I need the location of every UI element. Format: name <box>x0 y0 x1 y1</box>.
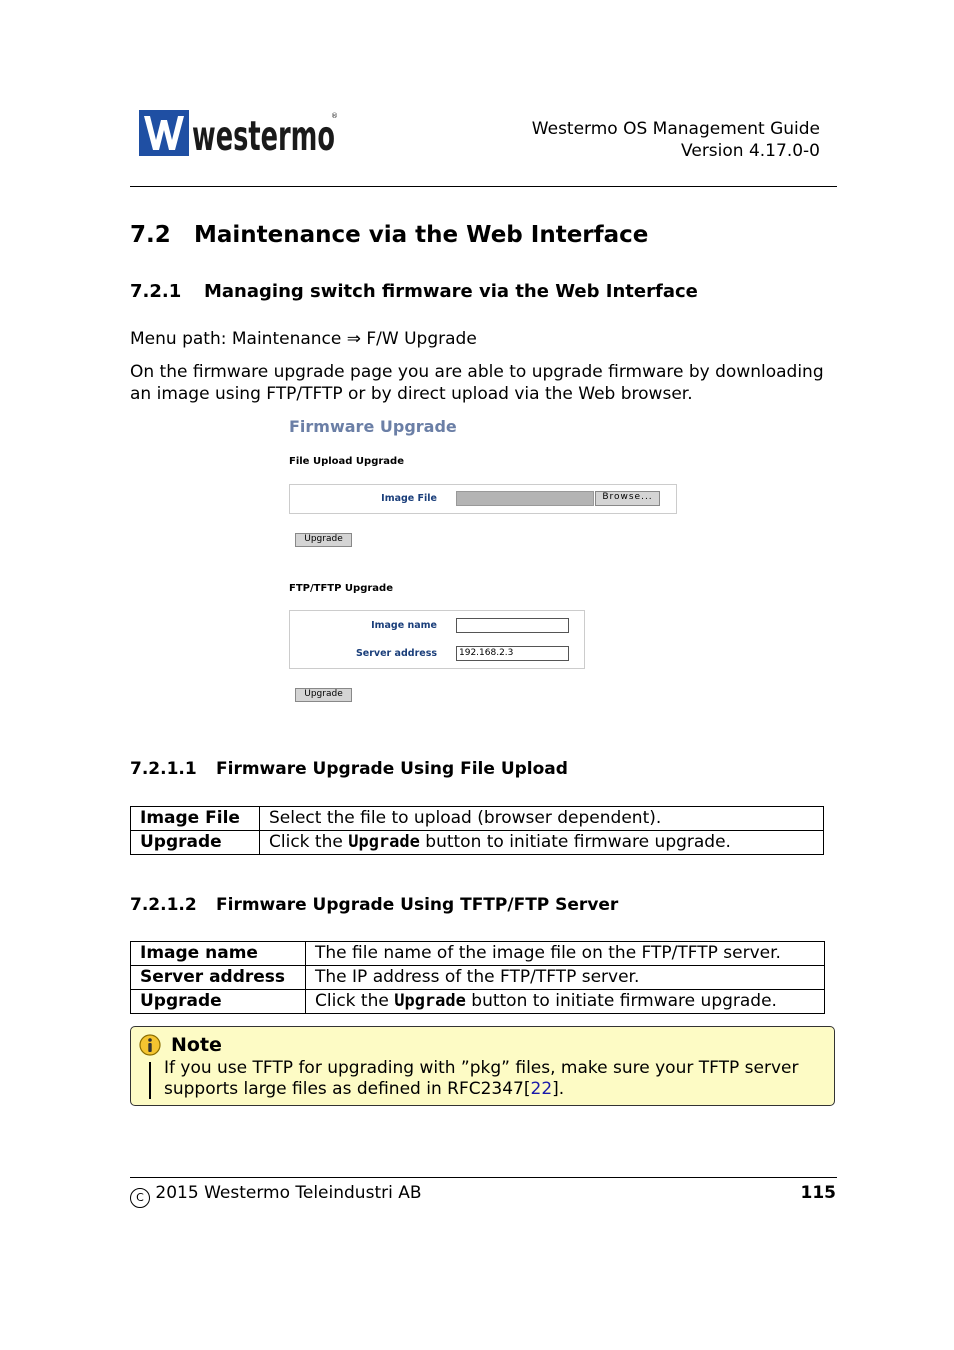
note-text <box>164 1058 832 1100</box>
subsubsection-number-1: 7.2.1.1 <box>130 759 197 779</box>
subsubsection-number-2: 7.2.1.2 <box>130 895 197 915</box>
ftp-upgrade-button[interactable]: Upgrade <box>295 688 352 702</box>
term-cell: Image File <box>131 807 260 831</box>
document-header <box>532 118 820 162</box>
section-number: 7.2 <box>130 222 171 248</box>
subsubsection-title-2: Firmware Upgrade Using TFTP/FTP Server <box>216 895 619 915</box>
note-box <box>130 1026 835 1106</box>
description-cell: The file name of the image file on the FTP/TFTP server. <box>306 942 825 966</box>
document-version: Version 4.17.0-0 <box>681 141 820 161</box>
description-cell <box>306 990 825 1014</box>
note-title: Note <box>171 1034 222 1056</box>
document-title: Westermo OS Management Guide <box>531 119 820 139</box>
table-row <box>131 831 824 855</box>
table-row <box>131 942 825 966</box>
page-number: 115 <box>800 1183 836 1203</box>
term-cell: Server address <box>131 966 306 990</box>
footer-copyright <box>130 1183 422 1208</box>
subsection-title: Managing switch firmware via the Web Interface <box>204 281 698 302</box>
desc-text: button to initiate firmware upgrade. <box>465 991 777 1011</box>
note-text-tail: ]. <box>552 1079 565 1099</box>
file-upload-panel <box>289 484 677 514</box>
server-address-label: Server address <box>355 648 437 659</box>
description-cell: The IP address of the FTP/TFTP server. <box>306 966 825 990</box>
term-cell: Upgrade <box>131 990 306 1014</box>
subsubsection-title-1: Firmware Upgrade Using File Upload <box>216 759 568 779</box>
copyright-icon: C <box>130 1188 150 1208</box>
file-upload-heading: File Upload Upgrade <box>289 456 404 467</box>
inline-code: Upgrade <box>394 991 466 1011</box>
description-cell <box>260 831 824 855</box>
image-file-label: Image File <box>381 493 437 504</box>
info-icon <box>139 1034 161 1056</box>
file-upload-upgrade-button[interactable]: Upgrade <box>295 533 352 547</box>
citation-link[interactable]: 22 <box>530 1079 553 1099</box>
subsection-heading <box>130 281 698 302</box>
table-row <box>131 990 825 1014</box>
desc-text: Click the <box>269 832 349 852</box>
subsubsection-heading-2 <box>130 895 618 915</box>
table-row <box>131 807 824 831</box>
desc-text: button to initiate firmware upgrade. <box>419 832 731 852</box>
ui-page-title: Firmware Upgrade <box>289 417 457 436</box>
image-name-label: Image name <box>371 620 437 631</box>
image-name-input[interactable] <box>456 618 569 633</box>
tftp-table <box>130 941 825 1014</box>
westermo-logo <box>139 110 339 158</box>
table-row <box>131 966 825 990</box>
desc-text: Click the <box>315 991 395 1011</box>
footer-rule <box>130 1177 837 1178</box>
section-heading <box>130 222 648 248</box>
copyright-text: 2015 Westermo Teleindustri AB <box>155 1183 422 1203</box>
inline-code: Upgrade <box>348 832 420 852</box>
section-title: Maintenance via the Web Interface <box>194 222 649 248</box>
browse-button[interactable]: Browse... <box>595 491 660 506</box>
server-address-input[interactable]: 192.168.2.3 <box>456 646 569 661</box>
file-upload-table <box>130 806 824 855</box>
note-text-body: If you use TFTP for upgrading with ”pkg” files, make sure your TFTP server supports large files as defined in RFC2347[ <box>164 1058 799 1099</box>
ftp-upgrade-panel <box>289 610 585 669</box>
header-rule <box>130 186 837 187</box>
menu-path: Menu path: Maintenance ⇒ F/W Upgrade <box>130 329 477 349</box>
note-bar <box>149 1062 151 1099</box>
subsubsection-heading-1 <box>130 759 568 779</box>
logo-wordmark: westermo <box>192 112 335 158</box>
term-cell: Image name <box>131 942 306 966</box>
ftp-upgrade-heading: FTP/TFTP Upgrade <box>289 583 393 594</box>
term-cell: Upgrade <box>131 831 260 855</box>
image-file-input[interactable] <box>456 491 594 506</box>
subsection-number: 7.2.1 <box>130 281 182 302</box>
description-cell: Select the file to upload (browser dependent). <box>260 807 824 831</box>
intro-paragraph: On the firmware upgrade page you are able to upgrade firmware by downloading an image using FTP/TFTP or by direct upload via the Web browser. <box>130 362 824 404</box>
svg-text:®: ® <box>331 112 338 120</box>
